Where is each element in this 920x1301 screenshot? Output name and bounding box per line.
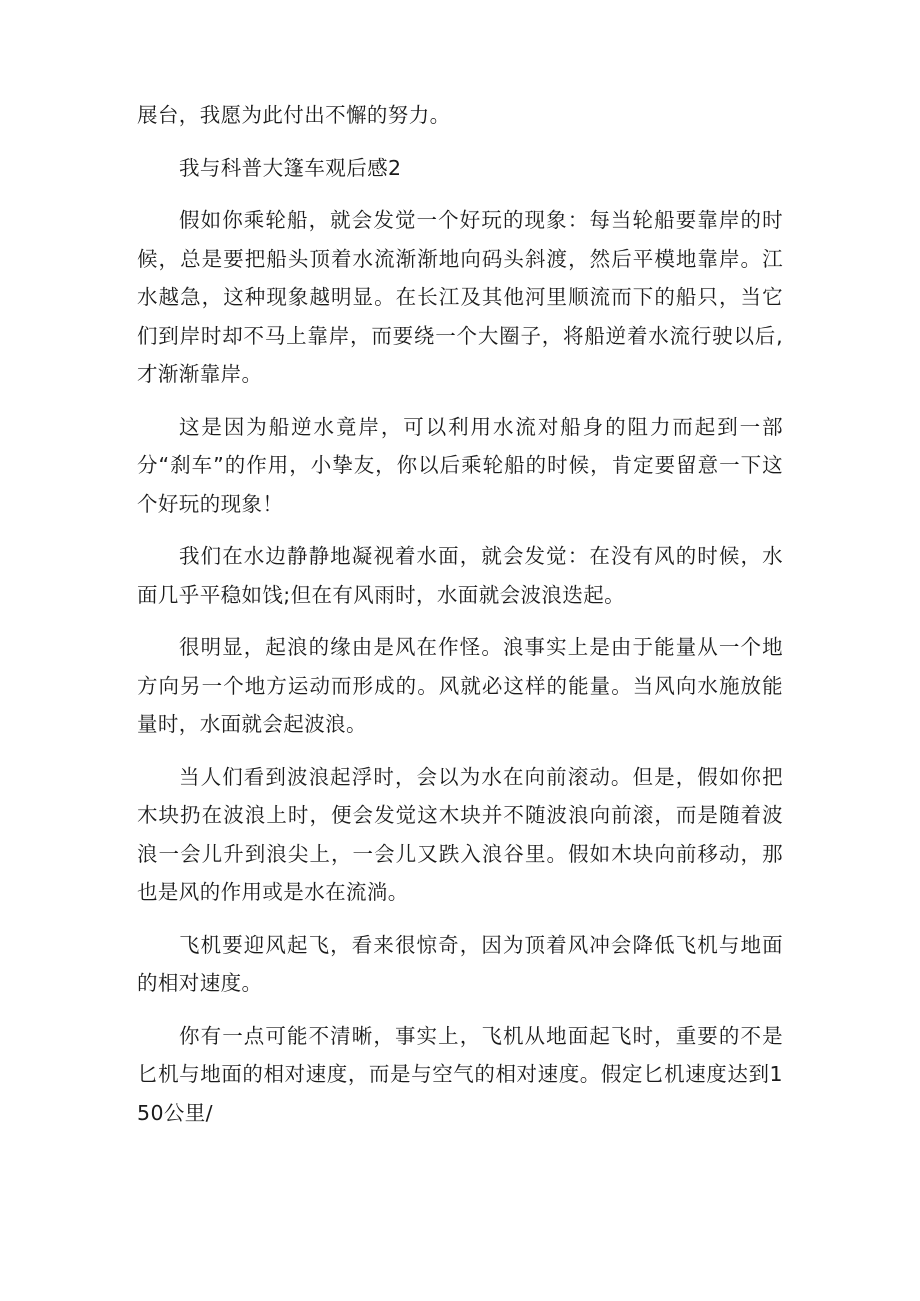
paragraph-4: 很明显，起浪的缘由是风在作怪。浪事实上是由于能量从一个地方向另一个地方运动而形成的。风就必这样的能量。当风向水施放能量时，水面就会起波浪。 [137,635,783,736]
paragraph-2: 这是因为船逆水竟岸，可以利用水流对船身的阻力而起到一部分“刹车”的作用，小挚友，你以后乘轮船的时候，肯定要留意一下这个好玩的现象！ [137,414,783,516]
section-heading: 我与科普大篷车观后感2 [179,155,402,180]
paragraph-7: 你有一点可能不清晰，事实上，飞机从地面起飞时，重要的不是匕机与地面的相对速度，而是与空气的相对速度。假定匕机速度达到150公里/ [137,1023,783,1125]
paragraph-1: 假如你乘轮船，就会发觉一个好玩的现象：每当轮船要靠岸的时候，总是要把船头顶着水流渐渐地向码头斜渡，然后平模地靠岸。江水越急，这种现象越明显。在长江及其他河里顺流而下的船只，当它们到岸时却不马上靠岸，而要绕一个大圈子，将船逆着水流行驶以后,才渐渐靠岸。 [137,208,783,386]
paragraph-3: 我们在水边静静地凝视着水面，就会发觉：在没有风的时候，水面几乎平稳如饯;但在有风雨时，水面就会波浪迭起。 [137,544,783,607]
document-body [137,96,783,1132]
paragraph-6: 飞机要迎风起飞，看来很惊奇，因为顶着风冲会降低飞机与地面的相对速度。 [137,932,783,995]
paragraph-5: 当人们看到波浪起浮时，会以为水在向前滚动。但是，假如你把木块扔在波浪上时，便会发觉这木块并不随波浪向前滚，而是随着波浪一会儿升到浪尖上，一会儿又跌入浪谷里。假如木块向前移动，那也是风的作用或是水在流淌。 [137,764,783,904]
continuation-text: 展台，我愿为此付出不懈的努力。 [137,103,451,127]
